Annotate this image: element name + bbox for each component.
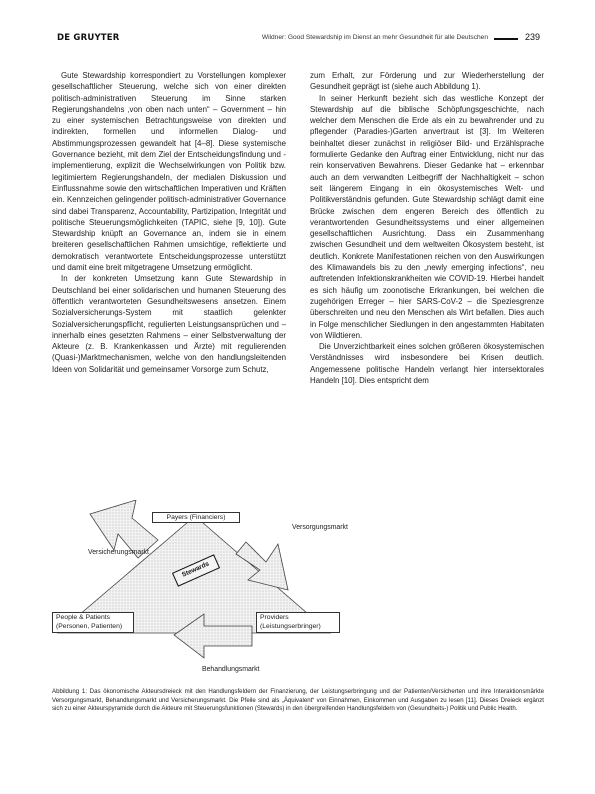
publisher-logo: DE GRUYTER [57, 33, 120, 43]
header-rule [494, 38, 518, 40]
paragraph: In seiner Herkunft bezieht sich das westliche Konzept der Stewardship auf die biblische Schöpfungsgeschichte, nach welcher dem Menschen die Erde als ein zu bewahrender und zu pflegender (Paradies-)Garten anvertraut ist [3]. Im Weiteren beinhaltet dieser zunächst in religiöser Bild- und Erzählsprache formulierte Gedanke den Auftrag einer Entwicklung, nicht nur das rein konservativen Bewahrens. Dieser Gedanke hat – erkennbar auch an dem verwandten Leitbegriff der Nachhaltigkeit – schon seit längerem Eingang in ein ökosystemisches Welt- und Politikverständnis gefunden. Gute Stewardship schlägt damit eine Brücke zwischen dem engeren Bereich des öffentlich zu verantwortenden Gesundheitssystems und einer allgemeinen gesellschaftlichen Ausrichtung. Dass ein Zusammenhang zwischen Gesundheit und dem weltweiten Ökosystem besteht, ist deutlich. Konkrete Manifestationen reichen von den Auswirkungen des Klimawandels bis zu den „newly emerging infections“, neu auftretenden Infektionskrankheiten wie COVID-19. Hierbei handelt es sich häufig um zoonotische Erkrankungen, bei welchen die zugehörigen Erreger – hier SARS-CoV-2 – die Speziesgrenze überschreiten und neu den Menschen als Wirt befallen. Dies auch in Folge menschlicher Siedlungen in den angestammten Habitaten von Wildtieren. [310, 93, 544, 340]
versicherungsmarkt-label: Versicherungsmarkt [88, 549, 149, 556]
paragraph: In der konkreten Umsetzung kann Gute Stewardship in Deutschland bei einer solidarischen und humanen Steuerung des öffentlich verantworteten Gesundheitswesens ansetzen. Einem Sozialversicherungs-System mit staatlich gelenkter Sozialversicherungspflicht, regulierten Leistungsansprüchen und – innerhalb eines gesetzten Rahmens – einer Selbstverwaltung der Akteure (z. B. Krankenkassen und Ärzte) mit regulierenden (Quasi-)Marktmechanismen, welche von den handlungsleitenden Ideen von Solidarität und gemeinsamer Vorsorge zum Schutz, [52, 274, 286, 374]
providers-sublabel: (Leistungserbringer) [260, 622, 321, 630]
people-label: People & Patients [56, 614, 111, 621]
behandlungsmarkt-label: Behandlungsmarkt [202, 666, 260, 673]
paragraph: Die Unverzichtbarkeit eines solchen größeren ökosystemischen Verständnisses wird insbesondere bei Krisen deutlich. Angemessene politische Handeln verlangt hier intersektorales Handeln [10]. Dies entspricht dem [310, 342, 544, 386]
providers-box [256, 612, 340, 633]
paragraph: zum Erhalt, zur Förderung und zur Wiederherstellung der Gesundheit geprägt ist (siehe auch Abbildung 1). [310, 71, 544, 92]
page-header [57, 31, 538, 45]
paragraph: Gute Stewardship korrespondiert zu Vorstellungen komplexer gesellschaftlicher Steuerung, welche sich von einer direkten politisch-administrativen Steuerung im Sinne starken Regierungshandelns ‚von oben nach unten“ – Government – hin zu einer systemischen Betrachtungsweise von direkten und indirekten, formellen und informellen Dialog- und Abstimmungsprozessen gewandelt hat [4–8]. Diese systemische Governance bezieht, mit dem Ziel der Entscheidungsfindung und -implementierung, explizit die Wechselwirkungen von Politik bzw. legitimiertem Regierungshandeln, der medialen Diskussion und Einflussnahme sowie den wirtschaftlichen Imperativen und Kräften ein. Kennzeichen gelingender politisch-administrativer Governance sind dabei Transparenz, Accountability, Partizipation, Integrität und politische Steuerungsmöglichkeiten (TAPIC, siehe [9, 10]). Gute Stewardship knüpft an Governance an, indem sie in einem breiteren gesellschaftlichen Rahmen umsichtige, reflektierte und demokratisch verantwortete Entscheidungsprozesse unterstützt und damit eine breit mitgetragene Umsetzung ermöglicht. [52, 71, 286, 273]
people-patients-box [52, 612, 134, 633]
page-number: 239 [524, 32, 540, 42]
payers-box [152, 512, 240, 523]
running-title: Wildner: Good Stewardship im Dienst an mehr Gesundheit für alle Deutschen [261, 34, 488, 41]
stewards-label: Stewards [180, 560, 211, 579]
actor-triangle-figure [40, 500, 560, 680]
versorgungsmarkt-label: Versorgungsmarkt [292, 524, 348, 531]
payers-label: Payers (Financiers) [166, 514, 226, 521]
left-text-column [52, 70, 286, 375]
people-sublabel: (Personen, Patienten) [56, 622, 123, 630]
right-text-column [310, 70, 544, 386]
figure-caption: Abbildung 1: Das ökonomische Akteursdreieck mit den Handlungsfeldern der Finanzierung, der Leistungserbringung und der Patienten/Versicherten und ihre Interaktionsmärkte Versorgungsmarkt, Behandlungsmarkt und Versicherungsmarkt. Die Pfeile sind als „Äquivalent“ von Einnahmen, Einkommen und Ausgaben zu lesen [11]. Dieses Dreieck ergänzt sich zu einer Akteurspyramide durch die Akteure mit Steuerungsfunktionen (Stewards) in den übergreifenden Handlungsfeldern von (Gesundheits-) Politik und Public Health. [52, 688, 544, 713]
providers-label: Providers [260, 614, 289, 621]
